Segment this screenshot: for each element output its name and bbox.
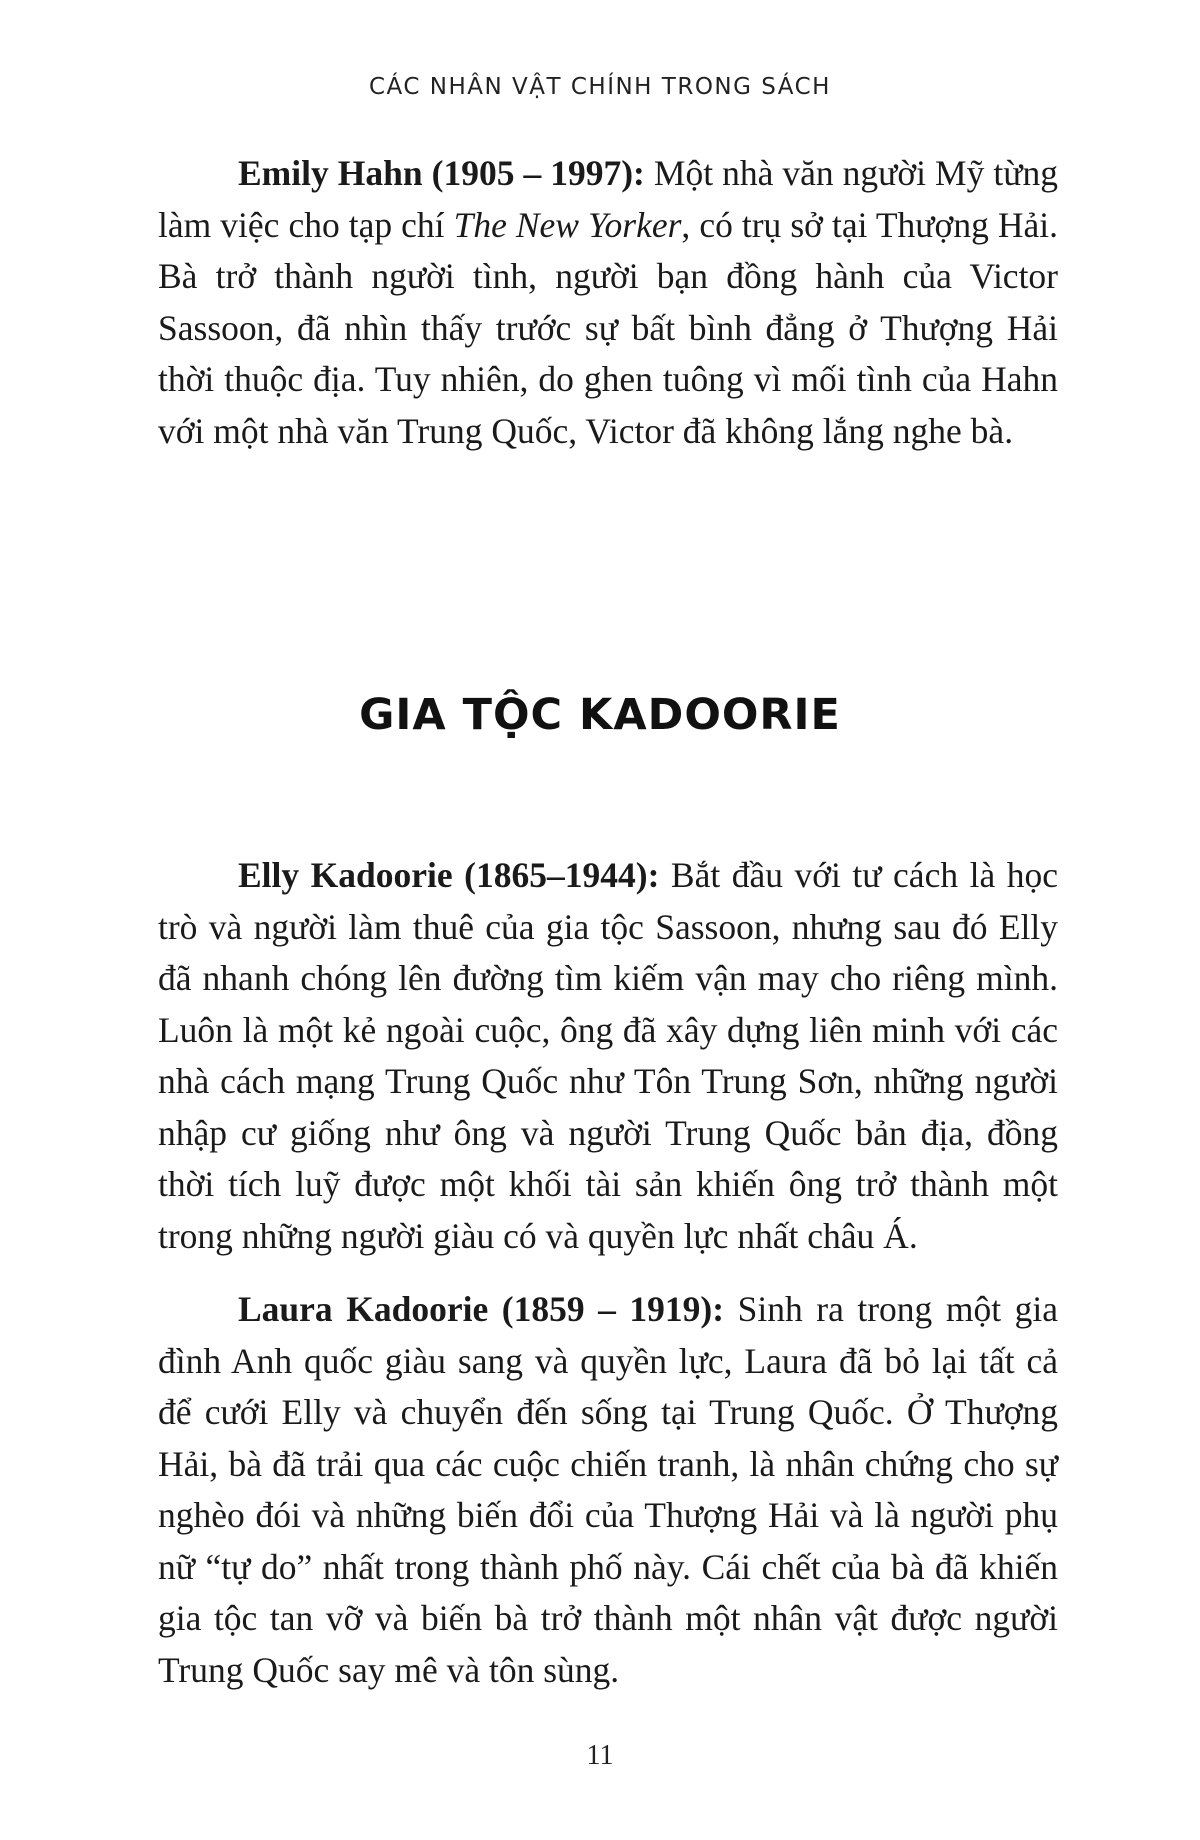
entry-laura-kadoorie (158, 1284, 1058, 1696)
entry-elly-kadoorie (158, 850, 1058, 1262)
entry-name: Laura Kadoorie (1859 – 1919): (238, 1289, 725, 1329)
entry-name: Elly Kadoorie (1865–1944): (238, 855, 660, 895)
entry-section-bottom (158, 850, 1058, 1696)
entry-name: Emily Hahn (1905 – 1997): (238, 153, 645, 193)
entry-text: Sinh ra trong một gia đình Anh quốc giàu sang và quyền lực, Laura đã bỏ lại tất cả để cưới Elly và chuyển đến sống tại Trung Quốc. Ở Thượng Hải, bà đã trải qua các cuộc chiến tranh, là nhân chứng cho sự nghèo đói và những biến đổi của Thượng Hải và là người phụ nữ “tự do” nhất trong thành phố này. Cái chết của bà đã khiến gia tộc tan vỡ và biến bà trở thành một nhân vật được người Trung Quốc say mê và tôn sùng. (158, 1289, 1058, 1690)
entry-section-top (158, 148, 1058, 457)
entry-text: , có trụ sở tại Thượng Hải. Bà trở thành người tình, người bạn đồng hành của Victor Sassoon, đã nhìn thấy trước sự bất bình đẳng ở Thượng Hải thời thuộc địa. Tuy nhiên, do ghen tuông vì mối tình của Hahn với một nhà văn Trung Quốc, Victor đã không lắng nghe bà. (158, 204, 1058, 451)
entry-emily-hahn (158, 148, 1058, 457)
section-heading: GIA TỘC KADOORIE (359, 690, 841, 740)
page-number: 11 (586, 1740, 614, 1771)
entry-text: Bắt đầu với tư cách là học trò và người làm thuê của gia tộc Sassoon, nhưng sau đó Elly đã nhanh chóng lên đường tìm kiếm vận may cho riêng mình. Luôn là một kẻ ngoài cuộc, ông đã xây dựng liên minh với các nhà cách mạng Trung Quốc như Tôn Trung Sơn, những người nhập cư giống như ông và người Trung Quốc bản địa, đồng thời tích luỹ được một khối tài sản khiến ông trở thành một trong những người giàu có và quyền lực nhất châu Á. (158, 855, 1058, 1256)
running-header: CÁC NHÂN VẬT CHÍNH TRONG SÁCH (369, 74, 831, 100)
entry-text: Một nhà văn người Mỹ từng làm việc cho tạp chí (158, 153, 1058, 245)
publication-title: The New Yorker (453, 204, 682, 245)
